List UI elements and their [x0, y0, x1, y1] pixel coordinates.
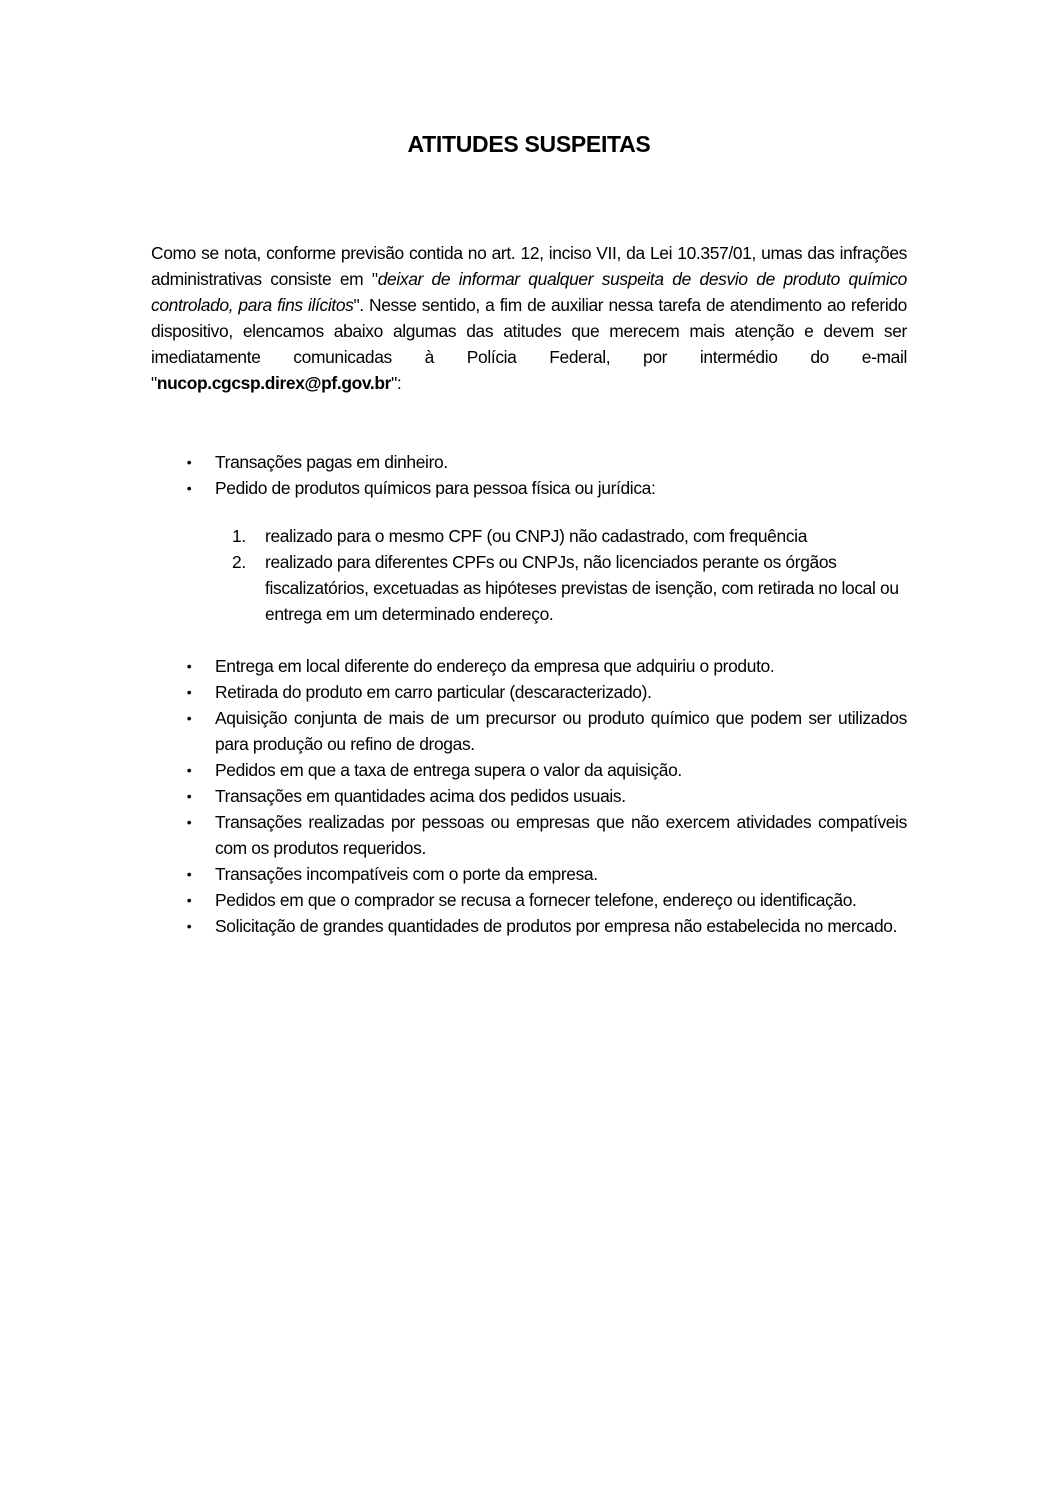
- intro-quote: deixar de informar qualquer suspeita de desvio de produto químico controlado, para fins ilícitos: [151, 269, 907, 315]
- bullet-icon: •: [186, 658, 192, 674]
- document-title: ATITUDES SUSPEITAS: [407, 131, 651, 157]
- bullet-icon: •: [186, 918, 192, 934]
- list-item-text: Solicitação de grandes quantidades de produtos por empresa não estabelecida no mercado.: [215, 916, 898, 936]
- bullet-icon: •: [186, 454, 192, 470]
- list-item: [0, 679, 907, 705]
- list-item-text: Aquisição conjunta de mais de um precursor ou produto químico que podem ser utilizados para produção ou refino de drogas.: [215, 708, 907, 754]
- bullet-icon: •: [186, 762, 192, 778]
- list-item-text: Transações pagas em dinheiro.: [215, 452, 448, 472]
- numbered-item-text: realizado para o mesmo CPF (ou CNPJ) não cadastrado, com frequência: [265, 526, 808, 546]
- list-item: [0, 913, 907, 939]
- intro-text-3: ":: [391, 373, 402, 393]
- bullet-list-top: [0, 449, 1058, 501]
- contact-email: nucop.cgcsp.direx@pf.gov.br: [156, 373, 392, 393]
- list-item: [0, 449, 907, 475]
- bullet-icon: •: [186, 814, 192, 830]
- bullet-icon: •: [186, 480, 192, 496]
- list-item: [0, 887, 907, 913]
- bullet-icon: •: [186, 710, 192, 726]
- bullet-list-bottom: [0, 653, 1058, 939]
- bullet-icon: •: [186, 788, 192, 804]
- bullet-icon: •: [186, 892, 192, 908]
- numbered-item: [0, 523, 907, 549]
- intro-paragraph: [151, 240, 907, 396]
- numbered-sublist: [0, 523, 1058, 627]
- item-number: 2.: [232, 552, 246, 572]
- list-item-text: Transações realizadas por pessoas ou empresas que não exercem atividades compatíveis com os produtos requeridos.: [215, 812, 907, 858]
- list-item-text: Pedido de produtos químicos para pessoa física ou jurídica:: [215, 478, 656, 498]
- list-item-text: Transações incompatíveis com o porte da empresa.: [215, 864, 598, 884]
- numbered-item: [0, 549, 907, 627]
- list-item: [0, 809, 907, 861]
- list-item: [0, 757, 907, 783]
- list-item: [0, 861, 907, 887]
- list-item: [0, 475, 907, 501]
- list-item-text: Pedidos em que o comprador se recusa a fornecer telefone, endereço ou identificação.: [215, 890, 857, 910]
- list-item-text: Transações em quantidades acima dos pedidos usuais.: [215, 786, 626, 806]
- item-number: 1.: [232, 526, 246, 546]
- intro-text-1: Como se nota, conforme previsão contida no art. 12, inciso VII, da Lei 10.357/01, umas das infrações administrativas consiste em ": [151, 243, 907, 289]
- list-item-text: Entrega em local diferente do endereço da empresa que adquiriu o produto.: [215, 656, 775, 676]
- list-item: [0, 653, 907, 679]
- list-item: [0, 783, 907, 809]
- intro-text-2: ". Nesse sentido, a fim de auxiliar nessa tarefa de atendimento ao referido dispositivo, elencamos abaixo algumas das atitudes que merecem mais atenção e devem ser imediatamente comunicadas à Polícia Federal, por intermédio do e-mail ": [151, 295, 907, 393]
- bullet-icon: •: [186, 866, 192, 882]
- bullet-icon: •: [186, 684, 192, 700]
- list-item-text: Pedidos em que a taxa de entrega supera o valor da aquisição.: [215, 760, 682, 780]
- numbered-item-text: realizado para diferentes CPFs ou CNPJs, não licenciados perante os órgãos fiscalizatórios, excetuadas as hipóteses previstas de isenção, com retirada no local ou entrega em um determinado endereço.: [265, 552, 899, 624]
- list-item: [0, 705, 907, 757]
- list-item-text: Retirada do produto em carro particular (descaracterizado).: [215, 682, 652, 702]
